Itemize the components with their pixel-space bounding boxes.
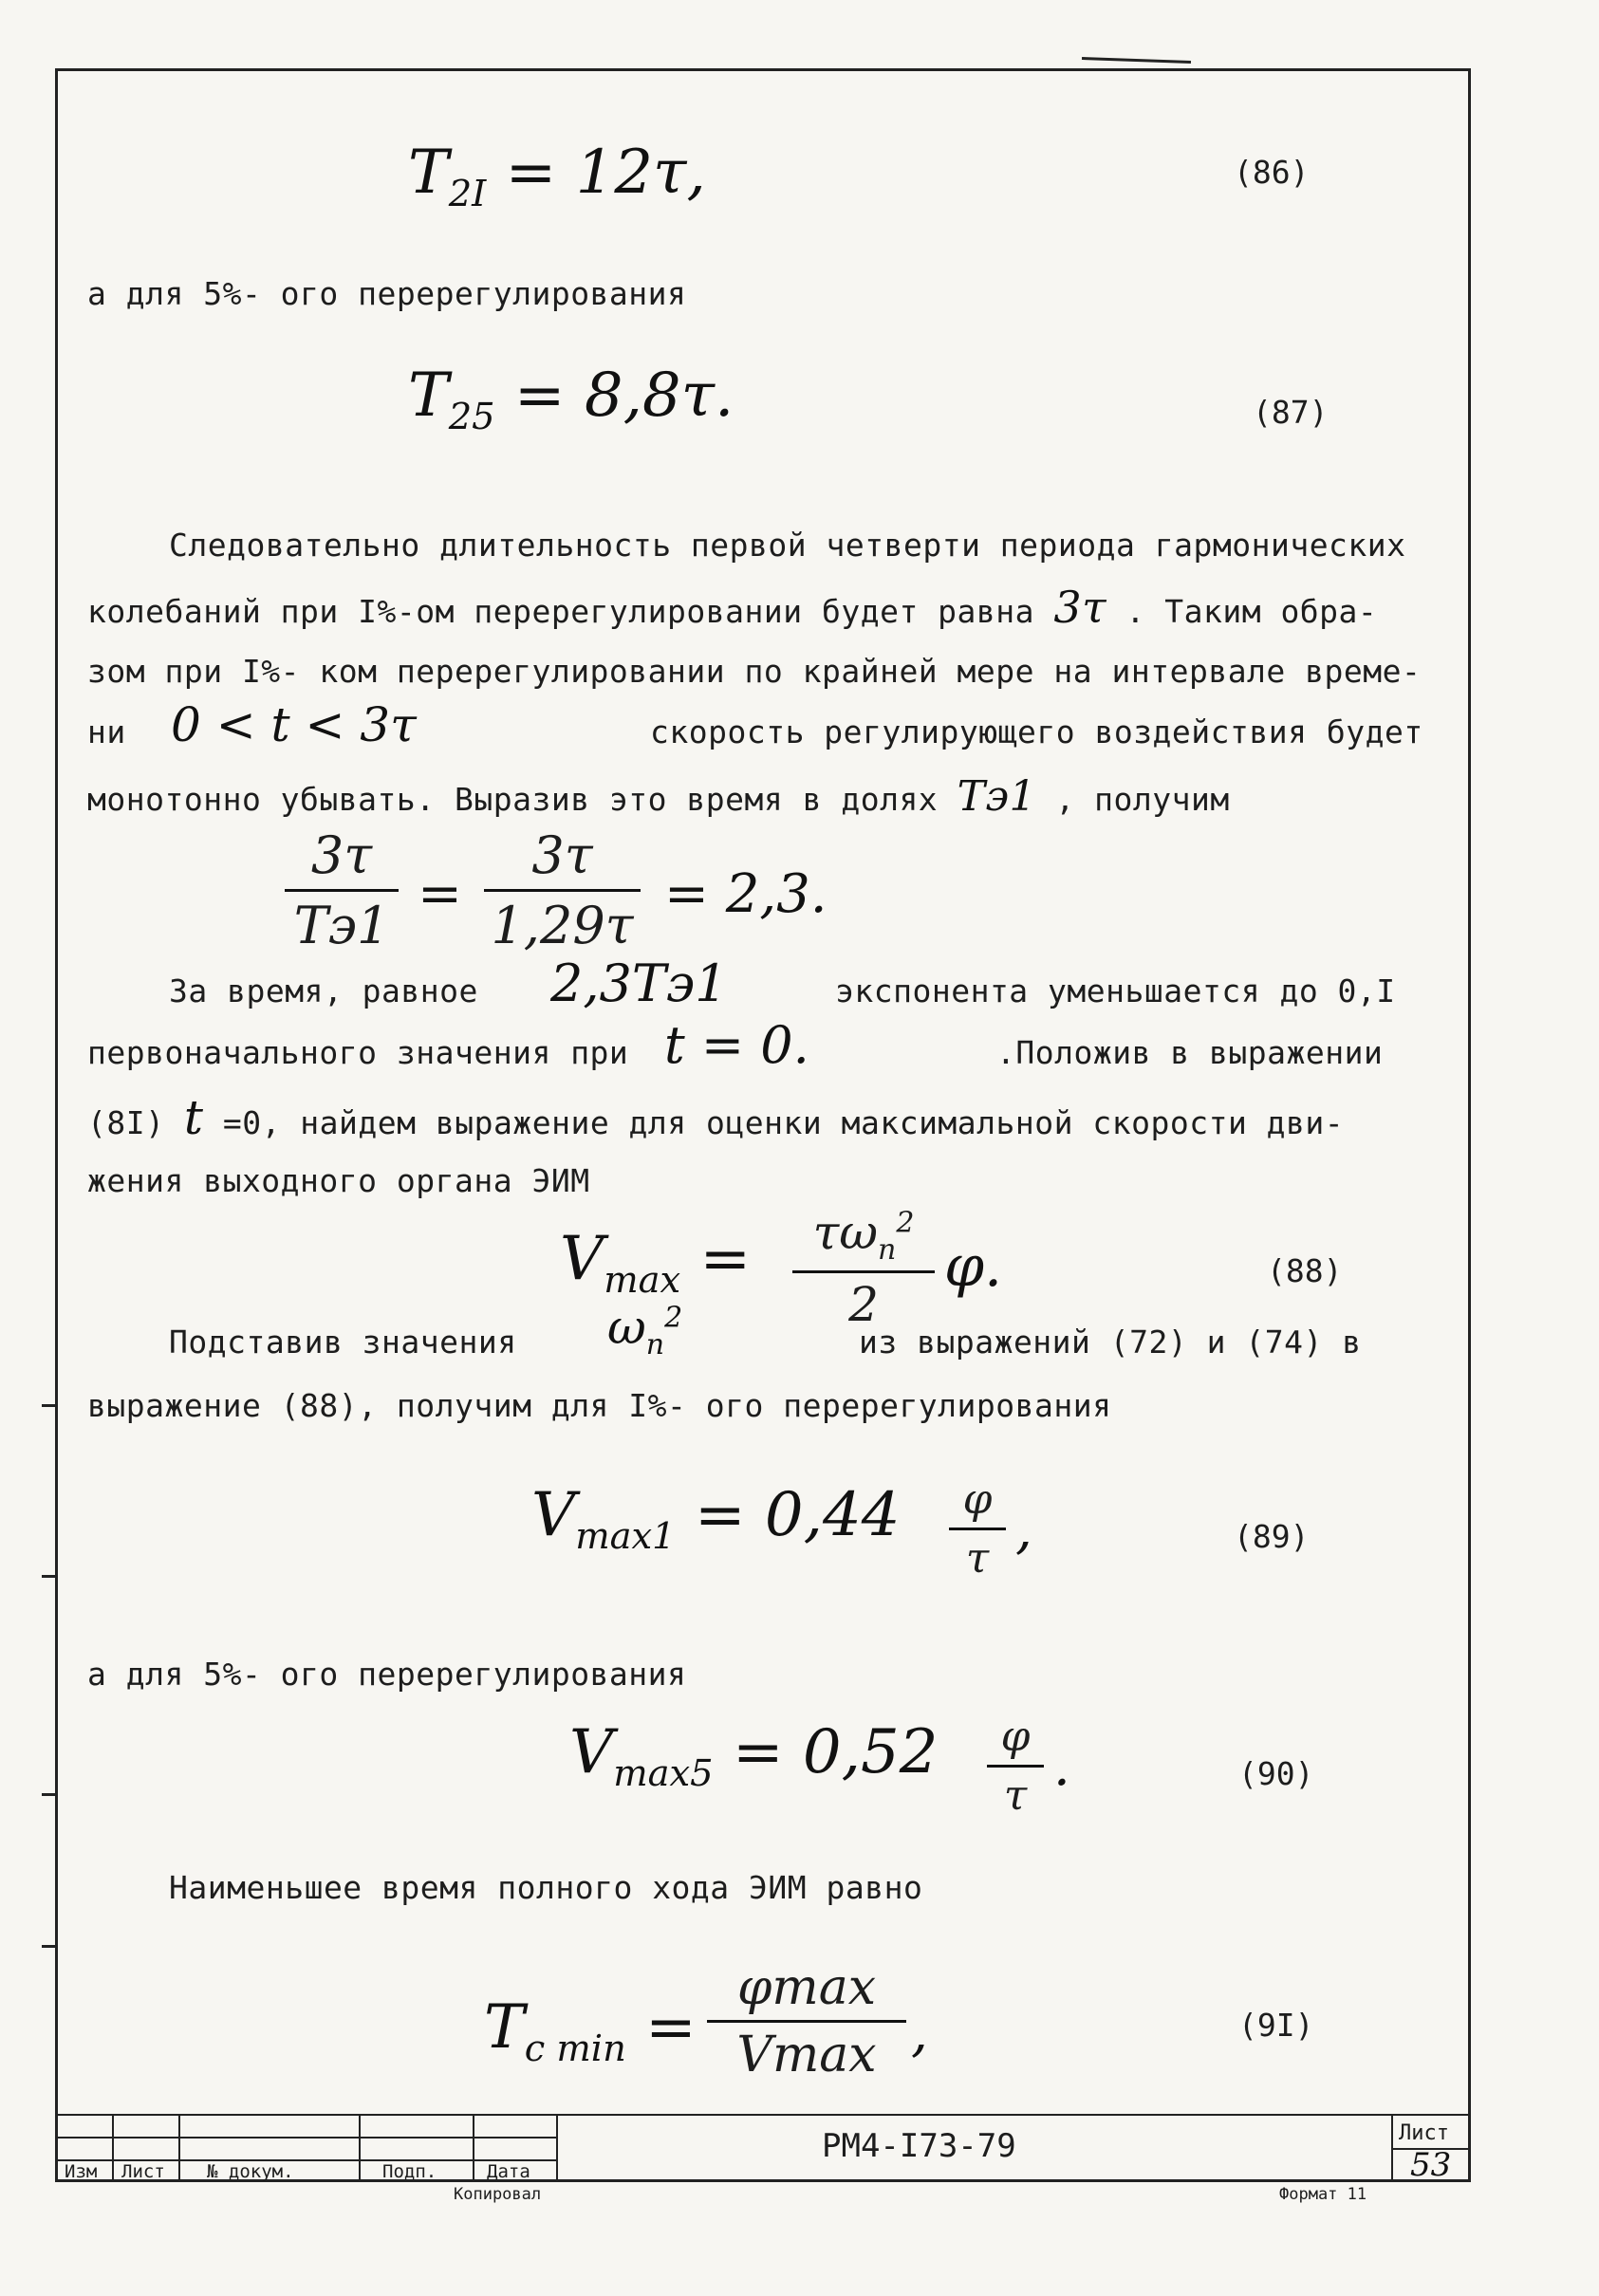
- equation-91-lhs: $T_{c min}$ =: [484, 1992, 697, 2070]
- col-date-label: Дата: [487, 2161, 530, 2182]
- equation-90: $V_{max5} = 0,52$: [569, 1717, 939, 1795]
- paragraph-line: Наименьшее время полного хода ЭИМ равно: [169, 1869, 923, 1906]
- ratio-result: = 2,3.: [664, 863, 827, 925]
- equation-88-fraction: $\tau\omega_n^2$ 2: [792, 1205, 935, 1332]
- col-sign-label: Подп.: [382, 2161, 437, 2182]
- paragraph-line: .Положив в выражении: [996, 1034, 1384, 1071]
- paragraph-line: из выражений (72) и (74) в: [859, 1324, 1362, 1361]
- equation-89-fraction: φ τ: [949, 1475, 1006, 1583]
- paragraph-line: первоначального значения при: [87, 1034, 629, 1071]
- inline-formula: 2,3Tэ1: [550, 954, 728, 1013]
- equation-90-tail: .: [1053, 1736, 1070, 1798]
- sheet-number: 53: [1410, 2146, 1452, 2184]
- col-izm-label: Изм: [65, 2161, 98, 2182]
- frame-mark: [1082, 57, 1191, 64]
- paragraph-line: За время, равное: [169, 972, 478, 1009]
- paragraph-line: скорость регулирующего воздействия будет: [650, 713, 1423, 750]
- copied-label: Копировал: [454, 2185, 542, 2204]
- paragraph-line: а для 5%- ого перерегулирования: [87, 275, 687, 312]
- paragraph-line: жения выходного органа ЭИМ: [87, 1162, 590, 1199]
- equation-number-86: (86): [1234, 154, 1310, 191]
- paragraph-line: экспонента уменьшается до 0,I: [835, 972, 1396, 1009]
- equation-87: $T_{25} = 8,8\tau$.: [408, 361, 734, 438]
- format-label: Формат 11: [1279, 2185, 1367, 2204]
- paragraph-line: Следовательно длительность первой четверти периода гармонических: [169, 527, 1406, 564]
- equation-number-91: (9I): [1238, 2007, 1314, 2044]
- col-docnum-label: № докум.: [207, 2161, 294, 2182]
- equation-91-fraction: φmax Vmax: [707, 1959, 906, 2083]
- equation-90-fraction: φ τ: [987, 1713, 1044, 1820]
- fraction-ratio-1: 3τ Tэ1: [285, 825, 399, 955]
- col-list-label: Лист: [121, 2161, 165, 2182]
- equation-number-88: (88): [1267, 1252, 1343, 1289]
- paragraph-line: ни: [87, 713, 126, 750]
- sheet-label: Лист: [1399, 2121, 1449, 2145]
- paragraph-line: Подставив значения: [169, 1324, 517, 1361]
- equation-88-tail: φ.: [944, 1233, 1003, 1300]
- equation-88-lhs: $V_{max}$ =: [560, 1224, 752, 1302]
- inline-formula: 3τ: [1053, 582, 1107, 633]
- equation-89-tail: ,: [1015, 1499, 1032, 1561]
- paragraph-line: (8I) t =0, найдем выражение для оценки максимальной скорости дви-: [87, 1090, 1345, 1145]
- margin-mark: [42, 1404, 57, 1407]
- paragraph-line: выражение (88), получим для I%- ого перерегулирования: [87, 1387, 1112, 1424]
- inline-omega: $\omega_n^2$: [607, 1300, 683, 1361]
- title-block: [55, 2114, 1471, 2204]
- inline-formula: t: [183, 1090, 204, 1145]
- paragraph-line: зом при I%- ком перерегулировании по крайней мере на интервале време-: [87, 653, 1422, 690]
- equation-86: $T_{2I} = 12\tau$,: [408, 138, 706, 215]
- margin-mark: [42, 1575, 57, 1578]
- paragraph-line: а для 5%- ого перерегулирования: [87, 1656, 687, 1693]
- inline-formula: Tэ1: [957, 772, 1037, 821]
- fraction-ratio-2: 3τ 1,29τ: [484, 825, 641, 955]
- document-number: РМ4-I73-79: [822, 2127, 1016, 2165]
- margin-mark: [42, 1793, 57, 1796]
- equation-number-90: (90): [1238, 1755, 1314, 1792]
- inline-interval: 0 < t < 3τ: [171, 697, 417, 752]
- equation-89: $V_{max1} = 0,44$: [531, 1480, 901, 1558]
- equation-number-89: (89): [1234, 1518, 1310, 1555]
- paragraph-line: колебаний при I%-ом перерегулировании будет равна 3τ . Таким обра-: [87, 582, 1378, 633]
- margin-mark: [42, 1945, 57, 1948]
- equation-number-87: (87): [1253, 394, 1329, 431]
- inline-formula: t = 0.: [664, 1015, 809, 1075]
- equals-sign: =: [418, 863, 462, 925]
- paragraph-line: монотонно убывать. Выразив это время в долях Tэ1 , получим: [87, 772, 1230, 821]
- equation-91-tail: ,: [911, 2002, 928, 2064]
